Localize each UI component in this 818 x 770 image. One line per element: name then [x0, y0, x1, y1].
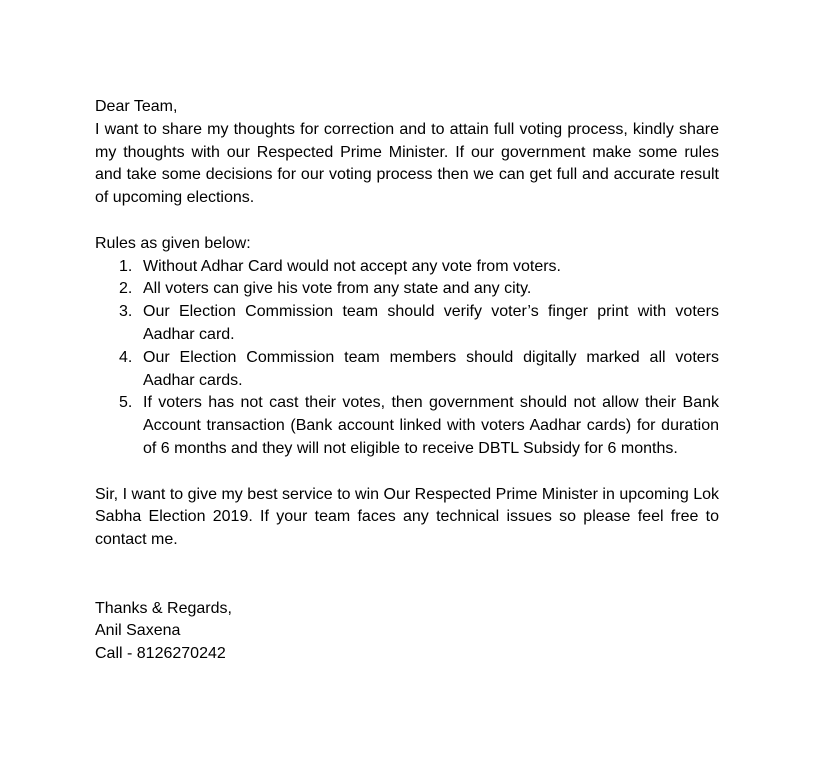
- rule-text: All voters can give his vote from any state and any city.: [143, 280, 532, 298]
- signer-name: Anil Saxena: [95, 622, 181, 640]
- rule-item: [95, 392, 719, 460]
- rule-text: If voters has not cast their votes, then government should not allow their Bank Account transaction (Bank account linked with voters Aadhar cards) for duration of 6 months and they will not eligible to receive DBTL Subsidy for 6 months.: [143, 394, 719, 457]
- spacer: [95, 210, 719, 233]
- closing-paragraph: Sir, I want to give my best service to win Our Respected Prime Minister in upcoming Lok Sabha Election 2019. If your team faces any technical issues so please feel free to contact me.: [95, 485, 719, 549]
- rule-item: [95, 256, 719, 279]
- rule-number: 1.: [119, 257, 133, 275]
- rule-number: 2.: [119, 280, 133, 298]
- letter-body: [95, 96, 719, 666]
- salutation: Dear Team,: [95, 98, 178, 115]
- rule-number: 5.: [119, 394, 133, 412]
- rule-item: [95, 278, 719, 301]
- rules-heading: Rules as given below:: [95, 234, 251, 252]
- intro-paragraph: I want to share my thoughts for correction and to attain full voting process, kindly share my thoughts with our Respected Prime Minister. If our government make some rules and take some decisions for our voting process then we can get full and accurate result of upcoming elections.: [95, 120, 719, 207]
- rule-text: Our Election Commission team members should digitally marked all voters Aadhar cards.: [143, 348, 719, 389]
- rule-number: 4.: [119, 348, 133, 366]
- rule-item: [95, 301, 719, 347]
- spacer: [95, 552, 719, 598]
- spacer: [95, 461, 719, 484]
- rule-number: 3.: [119, 303, 133, 321]
- rule-text: Our Election Commission team should verify voter’s finger print with voters Aadhar card.: [143, 303, 719, 343]
- rules-list: [95, 256, 719, 461]
- signoff: Thanks & Regards,: [95, 599, 232, 617]
- rule-item: [95, 347, 719, 393]
- signer-phone: Call - 8126270242: [95, 645, 226, 663]
- rule-text: Without Adhar Card would not accept any vote from voters.: [143, 257, 561, 275]
